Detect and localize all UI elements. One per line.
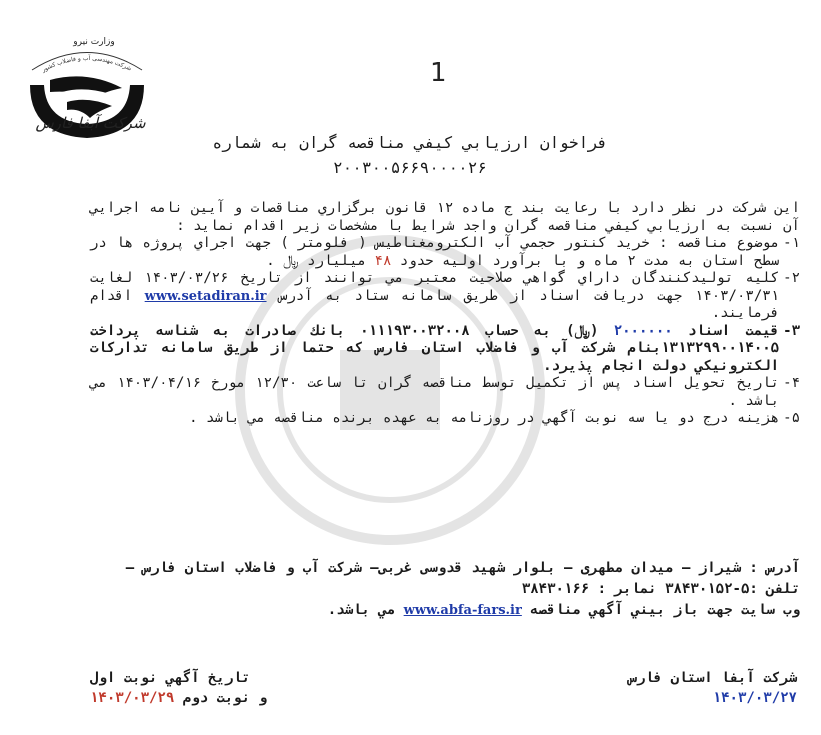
item-text	[90, 235, 779, 270]
estimate-amount: ۴۸	[374, 252, 392, 269]
intro-paragraph: اين شركت در نظر دارد با رعايت بند ج ماده ۱۲ قانون برگزاري مناقصات و آيين نامه اجرايي آن نسبت به ارزيابي كيفي مناقصه گران واجد شرايط با مشخصات زير اقدام نمايد :	[90, 200, 801, 234]
contact-footer	[90, 558, 800, 621]
list-item-3	[90, 323, 800, 376]
item-text: هزينه درج دو يا سه نوبت آگهي در روزنامه به عهده برنده مناقصه مي باشد .	[189, 410, 780, 426]
notice-body	[90, 200, 800, 428]
list-item-2	[90, 270, 800, 323]
second-notice-line	[90, 688, 420, 708]
svg-text:وزارت نیرو: وزارت نیرو	[73, 37, 115, 47]
item-text-part: اقدام فرمايند.	[90, 287, 780, 321]
website-text: مي باشد.	[327, 602, 396, 618]
tender-number: ۲۰۰۳۰۰۵۶۶۹۰۰۰۰۲۶	[332, 158, 488, 177]
item-number: ۴-	[783, 375, 800, 391]
svg-text:شرکت مهندسی آب و فاضلاب کشور: شرکت مهندسی آب و فاضلاب کشور	[40, 54, 133, 74]
list-item-5	[90, 410, 800, 428]
item-number: ۵-	[783, 410, 800, 426]
signature-company-block	[628, 668, 797, 708]
website-line	[90, 600, 800, 621]
notice-title: فراخوان ارزيابي كيفي مناقصه گران به شماره	[212, 133, 608, 152]
item-text-part: ميليارد ﷼ .	[266, 252, 367, 269]
item-text-part: موضوع مناقصه : خريد كنتور حجمي آب الكترومغناطيس ( فلومتر ) جهت اجراي پروژه ها در سطح استان به مدت ۲ ماه و با برآورد اوليه حدود	[90, 235, 780, 269]
company-logo-caption: شرکت آبفا فارس	[35, 114, 146, 132]
item-text	[90, 323, 779, 376]
signature-company: شركت آبفا استان فارس	[628, 670, 797, 686]
item-text	[90, 270, 779, 323]
list-item-4	[90, 375, 800, 410]
item-text-part: (﷼) به حساب ۰۱۱۱۹۳۰۰۳۲۰۰۸ بانك صادرات به شناسه پرداخت ۱۳۱۳۲۹۹۰۰۱۴۰۰۵بنام شركت آب و فاضلاب استان فارس كه حتما از طريق سامانه تداركات الكترونيكي دولت انجام پذيرد.	[90, 322, 780, 374]
phone-line: تلفن :۵-۳۸۴۳۰۱۵۲ نمابر : ۳۸۴۳۰۱۶۶	[521, 581, 800, 597]
list-item-1	[90, 235, 800, 270]
first-notice-date: ۱۴۰۳/۰۳/۲۷	[712, 690, 797, 706]
item-number: ۱-	[783, 235, 800, 251]
address-line: آدرس : شيراز – ميدان مطهری – بلوار شهيد قدوسی غربی– شركت آب و فاضلاب استان فارس –	[125, 560, 800, 576]
setadiran-link[interactable]: www.setadiran.ir	[144, 288, 267, 304]
page-number: 1	[430, 58, 447, 88]
item-text-part: قيمت اسناد	[687, 322, 780, 339]
item-text-part: كليه توليدكنندگان داراي گواهي صلاحيت معتبر مي توانند از تاريخ ۱۴۰۳/۰۳/۲۶ لغايت ۱۴۰۳/۰۳/۳۱ جهت دريافت اسناد از طريق سامانه ستاد به آدرس	[90, 270, 780, 304]
second-notice-label: و نوبت دوم	[182, 690, 268, 706]
item-number: ۲-	[783, 270, 800, 286]
document-price: ۲۰۰۰۰۰۰	[613, 322, 673, 339]
item-text: تاريخ تحويل اسناد پس از تكميل توسط مناقصه گران تا ساعت ۱۲/۳۰ مورخ ۱۴۰۳/۰۴/۱۶ مي باشد .	[90, 375, 780, 409]
website-text: وب سايت جهت باز بيني آگهي مناقصه	[530, 602, 800, 618]
abfa-website-link[interactable]: www.abfa-fars.ir	[403, 603, 522, 618]
first-notice-label: تاريخ آگهي نوبت اول	[90, 670, 251, 686]
signature-dates-block	[90, 668, 420, 708]
second-notice-date: ۱۴۰۳/۰۳/۲۹	[90, 690, 175, 706]
item-number: ۳-	[783, 322, 800, 339]
